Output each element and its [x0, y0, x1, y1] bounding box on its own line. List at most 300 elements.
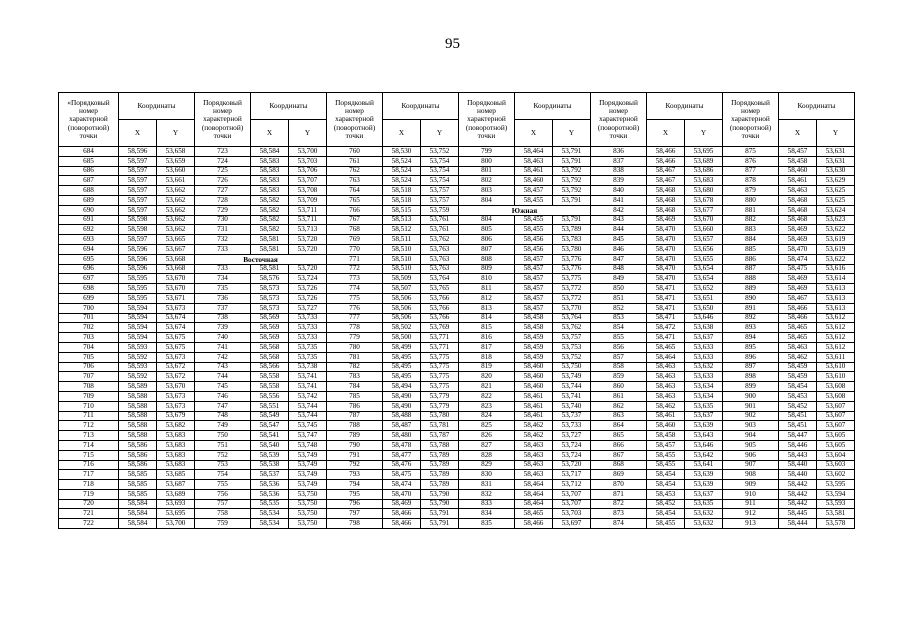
table-cell: 58,455 [647, 460, 685, 470]
table-cell: 53,744 [289, 411, 327, 421]
table-cell: 740 [195, 333, 251, 343]
table-cell: 53,741 [553, 391, 591, 401]
table-row [59, 244, 855, 254]
table-cell: 58,463 [647, 362, 685, 372]
table-cell: 738 [195, 313, 251, 323]
table-cell: 58,586 [119, 450, 157, 460]
table-cell: 724 [195, 156, 251, 166]
table-cell: 53,632 [685, 362, 723, 372]
table-cell: 58,461 [515, 391, 553, 401]
table-cell: 695 [59, 254, 119, 264]
table-cell: 58,585 [119, 470, 157, 480]
table-cell: 53,775 [421, 382, 459, 392]
table-cell: 53,757 [421, 195, 459, 205]
table-cell: 53,683 [685, 176, 723, 186]
table-cell: 53,660 [157, 166, 195, 176]
table-cell: 58,595 [119, 293, 157, 303]
table-cell: 58,536 [251, 489, 289, 499]
table-cell: 58,469 [647, 215, 685, 225]
table-cell: 58,583 [251, 156, 289, 166]
table-row [59, 147, 855, 157]
table-cell: 58,467 [647, 176, 685, 186]
table-cell: 58,457 [515, 186, 553, 196]
table-cell: 58,477 [383, 450, 421, 460]
table-cell: 721 [59, 509, 119, 519]
table-cell: 53,779 [421, 401, 459, 411]
table-cell: 816 [459, 333, 515, 343]
table-cell: 58,442 [779, 499, 817, 509]
table-cell: 58,480 [383, 431, 421, 441]
table-cell: 878 [723, 176, 779, 186]
table-cell: 53,750 [289, 499, 327, 509]
table-cell: 804 [459, 215, 515, 225]
table-row [59, 480, 855, 490]
table-cell: 53,707 [553, 489, 591, 499]
table-cell: 53,683 [157, 440, 195, 450]
table-cell: 58,461 [515, 411, 553, 421]
table-cell: 58,535 [251, 499, 289, 509]
table-cell: 783 [327, 372, 383, 382]
table-cell: 797 [327, 509, 383, 519]
table-cell: 58,466 [779, 313, 817, 323]
table-cell: 53,689 [157, 489, 195, 499]
table-cell: 53,674 [157, 323, 195, 333]
header-coordinates: Координаты [779, 93, 855, 120]
table-cell: 895 [723, 342, 779, 352]
table-cell: 58,582 [251, 215, 289, 225]
table-cell: 58,468 [647, 195, 685, 205]
table-cell: 58,453 [779, 391, 817, 401]
table-row [59, 195, 855, 205]
table-cell: 847 [591, 254, 647, 264]
table-row [59, 382, 855, 392]
table-cell: 761 [327, 156, 383, 166]
table-cell: 839 [591, 176, 647, 186]
table-cell: 731 [195, 225, 251, 235]
table-cell: 780 [327, 342, 383, 352]
table-cell: 741 [195, 342, 251, 352]
table-cell: 58,573 [251, 284, 289, 294]
table-cell: 58,471 [647, 313, 685, 323]
table-cell: 58,596 [119, 244, 157, 254]
table-row [59, 470, 855, 480]
table-cell: 58,457 [515, 303, 553, 313]
table-cell: 734 [195, 274, 251, 284]
header-y: Y [289, 120, 327, 147]
table-cell: 727 [195, 186, 251, 196]
table-cell: 53,700 [157, 519, 195, 529]
table-cell: 58,558 [251, 372, 289, 382]
table-cell: 53,707 [553, 499, 591, 509]
table-row [59, 333, 855, 343]
table-cell: 685 [59, 156, 119, 166]
table-row [59, 293, 855, 303]
table-cell: 53,754 [421, 156, 459, 166]
table-cell: 53,639 [685, 470, 723, 480]
table-cell: 53,612 [817, 333, 855, 343]
table-cell: 58,458 [779, 156, 817, 166]
table-cell: 53,789 [421, 470, 459, 480]
table-cell: 860 [591, 382, 647, 392]
table-cell: 53,673 [157, 391, 195, 401]
table-cell: 58,469 [779, 284, 817, 294]
table-cell: 843 [591, 215, 647, 225]
table-cell: 913 [723, 519, 779, 529]
table-cell: 53,657 [685, 235, 723, 245]
table-cell: 58,465 [779, 323, 817, 333]
table-cell: 58,588 [119, 401, 157, 411]
table-cell: 700 [59, 303, 119, 313]
table-cell: 58,518 [383, 195, 421, 205]
table-cell: 849 [591, 274, 647, 284]
table-cell: 53,683 [157, 431, 195, 441]
table-cell: 58,474 [383, 480, 421, 490]
table-cell: 844 [591, 225, 647, 235]
table-cell: 808 [459, 254, 515, 264]
table-cell: 53,706 [289, 166, 327, 176]
table-cell: 53,602 [817, 470, 855, 480]
table-cell: 58,463 [515, 440, 553, 450]
table-cell: 58,466 [647, 156, 685, 166]
table-cell: 58,462 [515, 421, 553, 431]
table-cell: 872 [591, 499, 647, 509]
table-cell: 53,638 [685, 323, 723, 333]
table-cell: 58,467 [647, 166, 685, 176]
table-cell: 692 [59, 225, 119, 235]
table-cell: 851 [591, 293, 647, 303]
table-cell: 58,556 [251, 391, 289, 401]
header-x: X [251, 120, 289, 147]
table-cell: 867 [591, 450, 647, 460]
table-cell: 775 [327, 293, 383, 303]
table-cell: 53,605 [817, 440, 855, 450]
table-cell: 698 [59, 284, 119, 294]
table-cell: 773 [327, 274, 383, 284]
table-cell: 53,726 [289, 284, 327, 294]
table-cell: 58,512 [383, 225, 421, 235]
table-cell: 894 [723, 333, 779, 343]
table-row [59, 362, 855, 372]
table-cell: 902 [723, 411, 779, 421]
table-cell: 807 [459, 244, 515, 254]
table-cell: 686 [59, 166, 119, 176]
table-cell: 779 [327, 333, 383, 343]
table-cell: 53,726 [289, 293, 327, 303]
table-cell: 752 [195, 450, 251, 460]
table-cell: 53,689 [685, 156, 723, 166]
table-cell: 58,472 [647, 323, 685, 333]
table-cell: 53,624 [817, 205, 855, 215]
table-cell: 58,463 [647, 391, 685, 401]
table-cell: 58,474 [779, 254, 817, 264]
table-cell: 910 [723, 489, 779, 499]
table-cell: 802 [459, 176, 515, 186]
table-cell: 859 [591, 372, 647, 382]
table-cell: 58,442 [779, 480, 817, 490]
table-cell: 796 [327, 499, 383, 509]
table-cell: 53,780 [553, 244, 591, 254]
table-cell: 53,672 [157, 372, 195, 382]
table-cell: 58,534 [251, 519, 289, 529]
table-cell: 689 [59, 195, 119, 205]
table-cell: 745 [195, 382, 251, 392]
table-cell: 728 [195, 195, 251, 205]
table-cell: 53,776 [553, 254, 591, 264]
table-cell: 715 [59, 450, 119, 460]
table-cell: 722 [59, 519, 119, 529]
table-cell: 53,775 [421, 362, 459, 372]
table-cell: 53,610 [817, 362, 855, 372]
table-cell: 756 [195, 489, 251, 499]
table-cell: 777 [327, 313, 383, 323]
table-cell: 687 [59, 176, 119, 186]
table-cell: 58,469 [779, 274, 817, 284]
table-cell: 53,674 [157, 313, 195, 323]
table-cell: 53,750 [289, 509, 327, 519]
table-cell: 911 [723, 499, 779, 509]
table-cell: 862 [591, 401, 647, 411]
table-cell: 58,581 [251, 264, 289, 274]
table-cell: 53,687 [157, 480, 195, 490]
table-cell: 58,470 [647, 244, 685, 254]
table-cell: 53,641 [685, 460, 723, 470]
table-cell: 771 [327, 254, 383, 264]
table-cell: 58,495 [383, 362, 421, 372]
header-y: Y [817, 120, 855, 147]
table-cell: 813 [459, 303, 515, 313]
table-cell: 53,632 [685, 519, 723, 529]
table-row [59, 450, 855, 460]
table-cell: 53,670 [157, 382, 195, 392]
table-row [59, 499, 855, 509]
table-cell: 53,712 [553, 480, 591, 490]
table-cell: 53,733 [289, 333, 327, 343]
table-cell: 58,456 [515, 244, 553, 254]
header-coordinates: Координаты [251, 93, 327, 120]
table-cell: 53,720 [289, 264, 327, 274]
table-cell: 53,654 [685, 274, 723, 284]
table-cell: 58,588 [119, 421, 157, 431]
table-cell: 58,460 [515, 176, 553, 186]
table-cell: 736 [195, 293, 251, 303]
table-cell: 53,670 [157, 284, 195, 294]
table-cell: 53,613 [817, 293, 855, 303]
table-cell: 805 [459, 225, 515, 235]
table-cell: 58,456 [515, 235, 553, 245]
table-cell: 58,549 [251, 411, 289, 421]
table-cell: 53,633 [685, 372, 723, 382]
table-cell: 58,440 [779, 460, 817, 470]
table-cell: 58,598 [119, 225, 157, 235]
table-cell: 58,569 [251, 313, 289, 323]
table-cell: 58,500 [383, 333, 421, 343]
table-row [59, 421, 855, 431]
table-cell: 53,791 [553, 147, 591, 157]
table-row [59, 166, 855, 176]
table-cell: 53,720 [289, 235, 327, 245]
table-cell: 760 [327, 147, 383, 157]
coordinates-table [58, 92, 855, 529]
table-cell: 881 [723, 205, 779, 215]
table-cell: 832 [459, 489, 515, 499]
table-cell: 58,462 [647, 401, 685, 411]
table-cell: 799 [459, 147, 515, 157]
table-cell: 744 [195, 372, 251, 382]
table-cell: 53,656 [685, 244, 723, 254]
table-cell: 907 [723, 460, 779, 470]
table-row [59, 489, 855, 499]
table-cell: 53,671 [157, 293, 195, 303]
table-cell: 869 [591, 470, 647, 480]
table-cell: 840 [591, 186, 647, 196]
table-cell: 781 [327, 352, 383, 362]
table-cell: 748 [195, 411, 251, 421]
table-cell: 58,470 [383, 489, 421, 499]
table-cell: 702 [59, 323, 119, 333]
table-row [59, 401, 855, 411]
table-cell: 53,634 [685, 391, 723, 401]
table-cell: 793 [327, 470, 383, 480]
table-row [59, 225, 855, 235]
table-cell: 58,494 [383, 382, 421, 392]
table-cell: 53,750 [553, 362, 591, 372]
table-cell: 53,737 [553, 411, 591, 421]
table-cell: 58,597 [119, 156, 157, 166]
table-cell: 53,662 [157, 215, 195, 225]
table-cell: 58,530 [383, 147, 421, 157]
table-cell: 804 [459, 195, 515, 205]
table-cell: 53,619 [817, 244, 855, 254]
table-cell: 699 [59, 293, 119, 303]
table-cell: 53,605 [817, 431, 855, 441]
table-cell: 53,635 [685, 401, 723, 411]
table-cell: 53,631 [817, 147, 855, 157]
table-cell: 707 [59, 372, 119, 382]
table-cell: 58,585 [119, 480, 157, 490]
header-y: Y [553, 120, 591, 147]
table-cell: 703 [59, 333, 119, 343]
table-cell: 827 [459, 440, 515, 450]
table-cell: 58,452 [779, 401, 817, 411]
table-cell: 53,772 [553, 293, 591, 303]
table-cell: 53,665 [157, 235, 195, 245]
table-cell: 763 [327, 176, 383, 186]
table-cell: 874 [591, 519, 647, 529]
table-cell: 58,582 [251, 225, 289, 235]
table-cell: 53,769 [421, 323, 459, 333]
table-cell: 909 [723, 480, 779, 490]
table-cell: 58,455 [515, 215, 553, 225]
table-cell: 714 [59, 440, 119, 450]
table-cell: 58,495 [383, 352, 421, 362]
table-cell: 58,558 [251, 382, 289, 392]
table-cell: 789 [327, 431, 383, 441]
table-cell: 58,470 [779, 244, 817, 254]
header-coordinates: Координаты [119, 93, 195, 120]
table-cell: 725 [195, 166, 251, 176]
table-cell: 53,791 [553, 215, 591, 225]
table-row [59, 254, 855, 264]
table-cell: 58,466 [383, 509, 421, 519]
table-cell: 58,459 [779, 362, 817, 372]
table-cell: 58,467 [779, 293, 817, 303]
table-cell: 833 [459, 499, 515, 509]
table-cell: 53,623 [817, 215, 855, 225]
table-cell: 58,462 [779, 352, 817, 362]
table-cell: 883 [723, 225, 779, 235]
table-cell: 53,578 [817, 519, 855, 529]
table-cell: 58,584 [251, 147, 289, 157]
table-cell: 764 [327, 186, 383, 196]
table-cell: 53,789 [421, 460, 459, 470]
table-cell: 53,581 [817, 509, 855, 519]
table-cell: 58,513 [383, 215, 421, 225]
table-cell: 820 [459, 372, 515, 382]
table-cell: 903 [723, 421, 779, 431]
table-cell: 58,596 [119, 254, 157, 264]
table-cell: 809 [459, 264, 515, 274]
table-cell: 58,471 [647, 333, 685, 343]
table-cell: 875 [723, 147, 779, 157]
table-cell: 58,595 [119, 284, 157, 294]
table-row [59, 156, 855, 166]
table-cell: 53,613 [817, 303, 855, 313]
table-cell: 769 [327, 235, 383, 245]
header-point-number: Порядковый номер характерной (поворотной) точки [195, 93, 251, 147]
table-body [59, 147, 855, 529]
table-cell: 53,658 [157, 147, 195, 157]
table-cell: 794 [327, 480, 383, 490]
table-cell: 888 [723, 274, 779, 284]
table-cell: 53,764 [421, 274, 459, 284]
table-cell: 53,780 [421, 411, 459, 421]
table-cell: 53,668 [157, 264, 195, 274]
table-cell: 782 [327, 362, 383, 372]
table-cell: 58,464 [515, 499, 553, 509]
table-cell: 53,622 [817, 225, 855, 235]
table-cell: 788 [327, 421, 383, 431]
header-x: X [119, 120, 157, 147]
table-cell: 749 [195, 421, 251, 431]
table-cell: 795 [327, 489, 383, 499]
table-cell: 53,610 [817, 372, 855, 382]
table-cell: 770 [327, 244, 383, 254]
table-cell: 53,697 [553, 519, 591, 529]
table-cell: 58,455 [515, 225, 553, 235]
table-cell: 53,680 [685, 186, 723, 196]
table-cell: 53,791 [553, 195, 591, 205]
table-cell: 53,711 [289, 205, 327, 215]
table-cell: 825 [459, 421, 515, 431]
table-cell: 58,461 [515, 401, 553, 411]
table-cell: 742 [195, 352, 251, 362]
table-cell: 887 [723, 264, 779, 274]
header-y: Y [685, 120, 723, 147]
table-cell: 53,642 [685, 450, 723, 460]
table-cell: 53,750 [289, 519, 327, 529]
table-cell: 58,547 [251, 421, 289, 431]
table-cell: 830 [459, 470, 515, 480]
table-cell: 58,581 [251, 244, 289, 254]
table-cell: 58,452 [647, 499, 685, 509]
table-cell: 845 [591, 235, 647, 245]
table-cell: 53,735 [289, 352, 327, 362]
table-cell: 53,637 [685, 489, 723, 499]
table-cell: 815 [459, 323, 515, 333]
table-cell: 58,594 [119, 333, 157, 343]
table-cell: 58,458 [515, 313, 553, 323]
table-cell: 58,536 [251, 480, 289, 490]
